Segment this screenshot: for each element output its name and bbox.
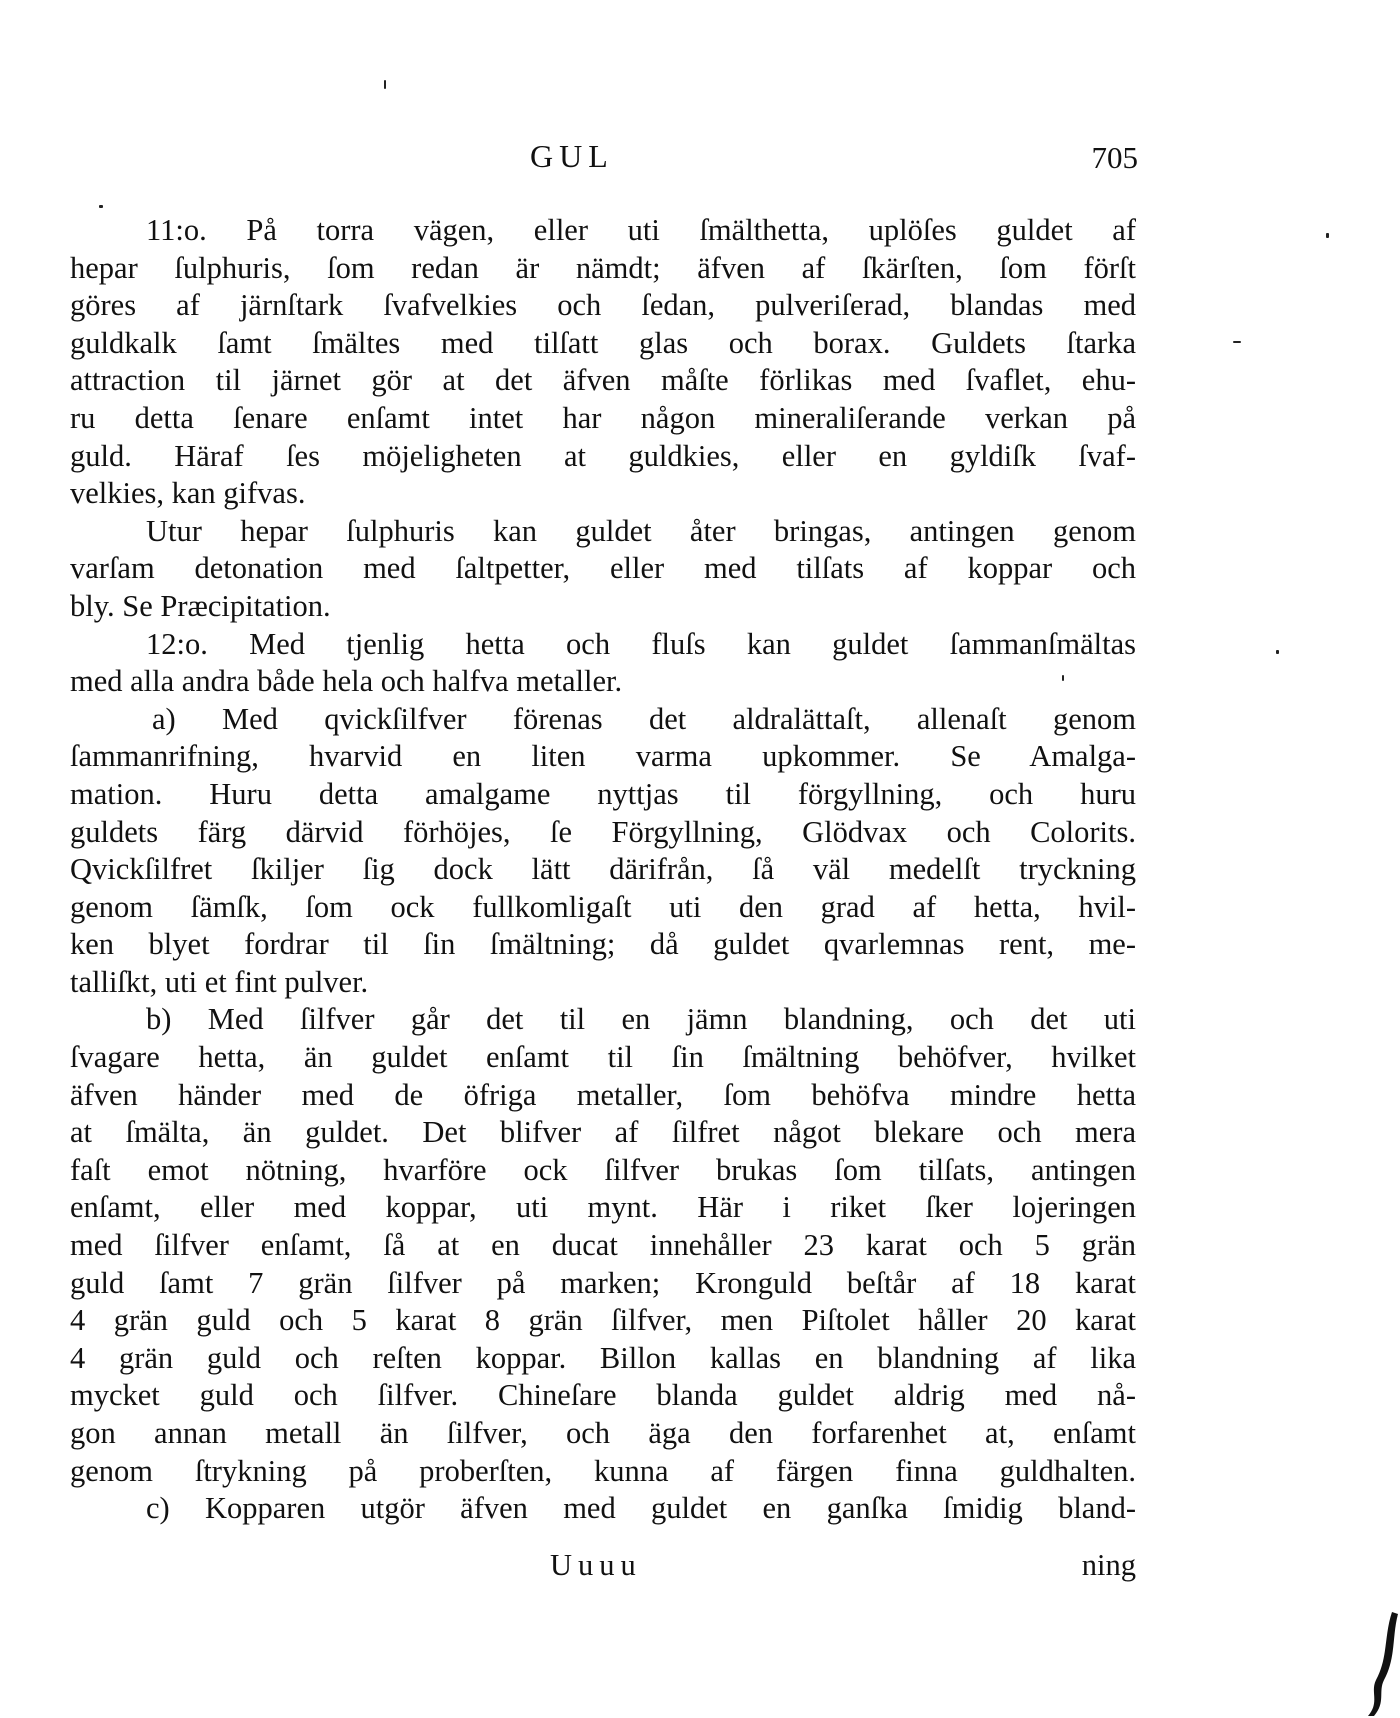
ink-speck [1062,675,1064,681]
text-line: ſammanrifning, hvarvid en liten varma upkommer. Se Amalga- [70,739,1136,774]
text-line: 11:o. På torra vägen, eller uti ſmälthetta, uplöſes guldet af [146,213,1136,247]
text-line: med ſilfver enſamt, ſå at en ducat innehåller 23 karat och 5 grän [70,1228,1136,1263]
text-line: bly. Se Præcipitation. [70,588,331,623]
text-line: 4 grän guld och reſten koppar. Billon kallas en blandning af lika [70,1340,1136,1375]
ink-speck [384,80,386,89]
text-line: gon annan metall än ſilfver, och äga den forfarenhet at, enſamt [70,1416,1136,1450]
text-line: mation. Huru detta amalgame nyttjas til förgyllning, och huru [70,776,1136,811]
text-line: Utur hepar ſulphuris kan guldet åter bringas, antingen genom [146,513,1136,548]
ink-speck [1233,341,1241,343]
text-line: Qvickſilfret ſkiljer ſig dock lätt därifrån, ſå väl medelſt tryckning [70,852,1136,887]
margin-ink-flourish [1362,1606,1400,1718]
text-line: velkies, kan gifvas. [70,476,306,511]
ink-speck [1276,650,1279,654]
text-line: ſvagare hetta, än guldet enſamt til ſin ſmältning behöfver, hvilket [70,1040,1136,1075]
text-line: guld ſamt 7 grän ſilfver på marken; Kronguld beſtår af 18 karat [70,1265,1136,1300]
running-title: GUL [530,138,614,174]
text-line: mycket guld och ſilfver. Chineſare blanda guldet aldrig med nå- [70,1378,1136,1413]
text-line: äfven händer med de öfriga metaller, ſom behöfva mindre hetta [70,1077,1136,1112]
ink-speck [1326,233,1329,238]
text-line: guldets färg därvid förhöjes, ſe Förgyllning, Glödvax och Colorits. [70,814,1136,849]
text-line: ru detta ſenare enſamt intet har någon mineraliſerande verkan på [70,400,1136,435]
catchword: ning [1081,1548,1136,1582]
text-line: talliſkt, uti et fint pulver. [70,964,369,999]
text-line: med alla andra både hela och halfva metaller. [70,664,623,699]
ink-speck [99,205,103,208]
page-footer [70,1548,1136,1588]
text-line: göres af järnſtark ſvafvelkies och ſedan, pulveriſerad, blandas med [70,288,1136,323]
text-line: 4 grän guld och 5 karat 8 grän ſilfver, men Piſtolet håller 20 karat [70,1303,1136,1338]
body-text [70,212,1136,1528]
text-line: guld. Häraf ſes möjeligheten at guldkies, eller en gyldiſk ſvaf- [70,438,1136,473]
text-line: c) Kopparen utgör äfven med guldet en ganſka ſmidig bland- [146,1491,1136,1526]
text-line: at ſmälta, än guldet. Det blifver af ſilfret något blekare och mera [70,1115,1136,1150]
page-header [68,138,1138,182]
signature-mark: Uuuu [550,1548,642,1582]
text-line: enſamt, eller med koppar, uti mynt. Här i riket ſker lojeringen [70,1190,1136,1225]
text-line: varſam detonation med ſaltpetter, eller med tilſats af koppar och [70,551,1136,586]
text-line: ken blyet fordrar til ſin ſmältning; då guldet qvarlemnas rent, me- [70,927,1136,962]
text-line: a) Med qvickſilfver förenas det aldralättaſt, allenaſt genom [152,701,1136,736]
text-line: attraction til järnet gör at det äfven måſte förlikas med ſvaflet, ehu- [70,363,1136,398]
text-line: guldkalk ſamt ſmältes med tilſatt glas och borax. Guldets ſtarka [70,325,1136,360]
text-line: b) Med ſilfver går det til en jämn blandning, och det uti [146,1002,1136,1037]
text-line: hepar ſulphuris, ſom redan är nämdt; äfven af ſkärſten, ſom förſt [70,250,1136,285]
text-line: 12:o. Med tjenlig hetta och fluſs kan guldet ſammanſmältas [146,626,1136,661]
page-number: 705 [1091,140,1138,175]
text-line: genom ſtrykning på proberſten, kunna af färgen finna guldhalten. [70,1453,1136,1488]
text-line: genom ſämſk, ſom ock fullkomligaſt uti den grad af hetta, hvil- [70,889,1136,924]
text-line: faſt emot nötning, hvarföre ock ſilfver brukas ſom tilſats, antingen [70,1152,1136,1187]
